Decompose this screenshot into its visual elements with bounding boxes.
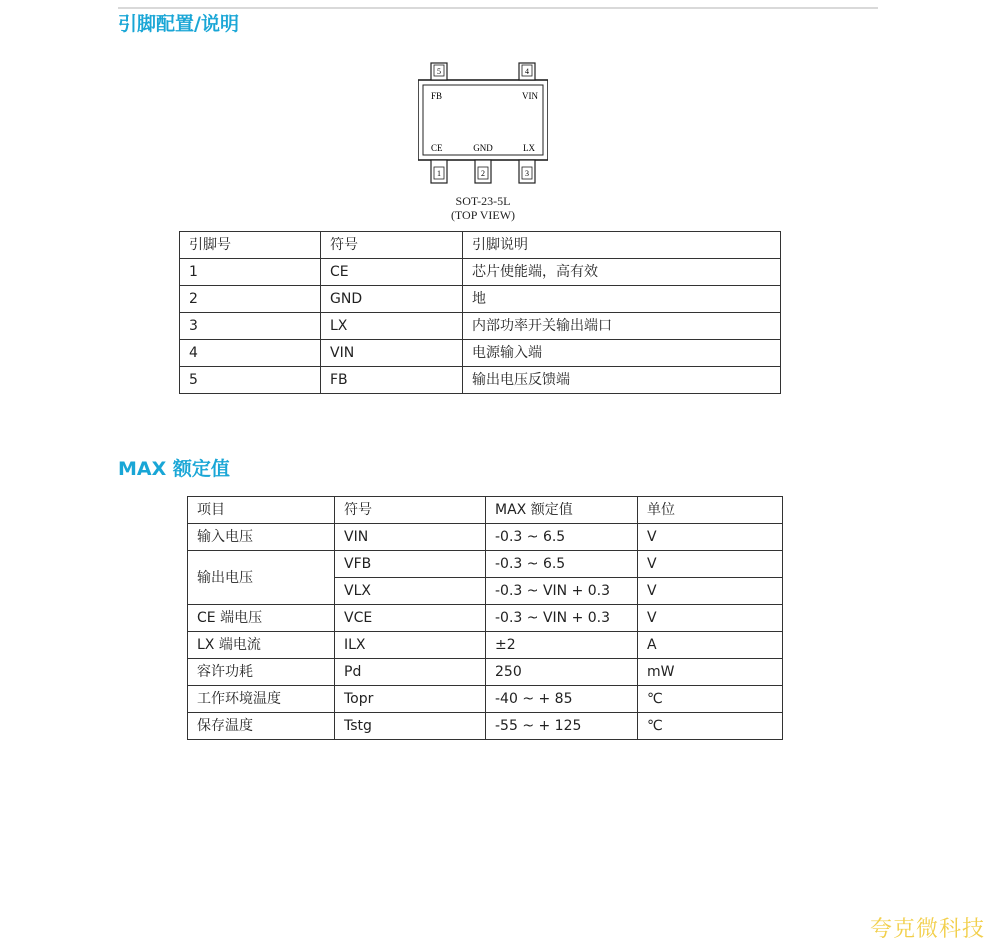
pin-symbol-cell: GND <box>321 286 463 313</box>
pin-number-5: 5 <box>437 67 441 76</box>
unit-cell: V <box>638 551 783 578</box>
package-caption <box>433 194 533 222</box>
max-ratings-table <box>187 496 783 740</box>
pin-number-1: 1 <box>437 169 441 178</box>
symbol-cell: VLX <box>335 578 486 605</box>
pin-label-lx: LX <box>523 143 535 153</box>
symbol-cell: ILX <box>335 632 486 659</box>
symbol-cell: VFB <box>335 551 486 578</box>
value-cell: -55 ~ + 125 <box>486 713 638 740</box>
pin-number-cell: 1 <box>180 259 321 286</box>
pin-description-cell: 内部功率开关输出端口 <box>463 313 781 340</box>
table-row <box>180 259 781 286</box>
header-symbol: 符号 <box>321 232 463 259</box>
pin-symbol-cell: LX <box>321 313 463 340</box>
value-cell: -0.3 ~ VIN + 0.3 <box>486 605 638 632</box>
symbol-cell: Pd <box>335 659 486 686</box>
pin-number-cell: 3 <box>180 313 321 340</box>
pin-2 <box>473 143 493 183</box>
symbol-cell: VCE <box>335 605 486 632</box>
unit-cell: A <box>638 632 783 659</box>
max-ratings-title: MAX 额定值 <box>118 458 230 480</box>
item-cell: 保存温度 <box>188 713 335 740</box>
value-cell: ±2 <box>486 632 638 659</box>
unit-cell: ℃ <box>638 713 783 740</box>
symbol-cell: VIN <box>335 524 486 551</box>
pin-description-cell: 芯片使能端，高有效 <box>463 259 781 286</box>
pin-config-title: 引脚配置/说明 <box>118 13 239 35</box>
unit-cell: V <box>638 605 783 632</box>
pin-number-cell: 5 <box>180 367 321 394</box>
table-row <box>180 340 781 367</box>
table-row <box>180 367 781 394</box>
pin-label-gnd: GND <box>473 143 493 153</box>
value-cell: -0.3 ~ 6.5 <box>486 524 638 551</box>
table-header-row <box>188 497 783 524</box>
pin-number-3: 3 <box>525 169 529 178</box>
pin-description-table <box>179 231 781 394</box>
pin-label-ce: CE <box>431 143 443 153</box>
package-name: SOT-23-5L <box>455 194 511 208</box>
item-cell: 输出电压 <box>188 551 335 605</box>
package-view: (TOP VIEW) <box>450 208 516 222</box>
unit-cell: V <box>638 578 783 605</box>
item-cell: 容许功耗 <box>188 659 335 686</box>
item-cell: LX 端电流 <box>188 632 335 659</box>
header-max-rating: MAX 额定值 <box>486 497 638 524</box>
header-unit: 单位 <box>638 497 783 524</box>
pin-symbol-cell: VIN <box>321 340 463 367</box>
symbol-cell: Topr <box>335 686 486 713</box>
unit-cell: V <box>638 524 783 551</box>
pin-number-cell: 2 <box>180 286 321 313</box>
header-item: 项目 <box>188 497 335 524</box>
pin-label-fb: FB <box>431 91 443 101</box>
header-description: 引脚说明 <box>463 232 781 259</box>
unit-cell: ℃ <box>638 686 783 713</box>
pin-label-vin: VIN <box>522 91 538 101</box>
table-row <box>188 713 783 740</box>
unit-cell: mW <box>638 659 783 686</box>
pin-description-cell: 输出电压反馈端 <box>463 367 781 394</box>
item-cell: CE 端电压 <box>188 605 335 632</box>
pin-description-cell: 电源输入端 <box>463 340 781 367</box>
item-cell: 输入电压 <box>188 524 335 551</box>
header-pin-number: 引脚号 <box>180 232 321 259</box>
value-cell: -0.3 ~ VIN + 0.3 <box>486 578 638 605</box>
table-row <box>188 524 783 551</box>
pin-description-cell: 地 <box>463 286 781 313</box>
value-cell: 250 <box>486 659 638 686</box>
table-row <box>180 313 781 340</box>
pin-number-4: 4 <box>525 67 529 76</box>
table-row <box>188 551 783 578</box>
package-diagram <box>418 62 548 184</box>
pin-number-2: 2 <box>481 169 485 178</box>
company-watermark: 夸克微科技 <box>869 917 985 942</box>
table-row <box>188 605 783 632</box>
table-row <box>188 632 783 659</box>
pin-symbol-cell: CE <box>321 259 463 286</box>
table-row <box>180 286 781 313</box>
value-cell: -0.3 ~ 6.5 <box>486 551 638 578</box>
header-symbol: 符号 <box>335 497 486 524</box>
table-row <box>188 659 783 686</box>
value-cell: -40 ~ + 85 <box>486 686 638 713</box>
item-cell: 工作环境温度 <box>188 686 335 713</box>
table-row <box>188 686 783 713</box>
pin-number-cell: 4 <box>180 340 321 367</box>
pin-symbol-cell: FB <box>321 367 463 394</box>
symbol-cell: Tstg <box>335 713 486 740</box>
table-header-row <box>180 232 781 259</box>
